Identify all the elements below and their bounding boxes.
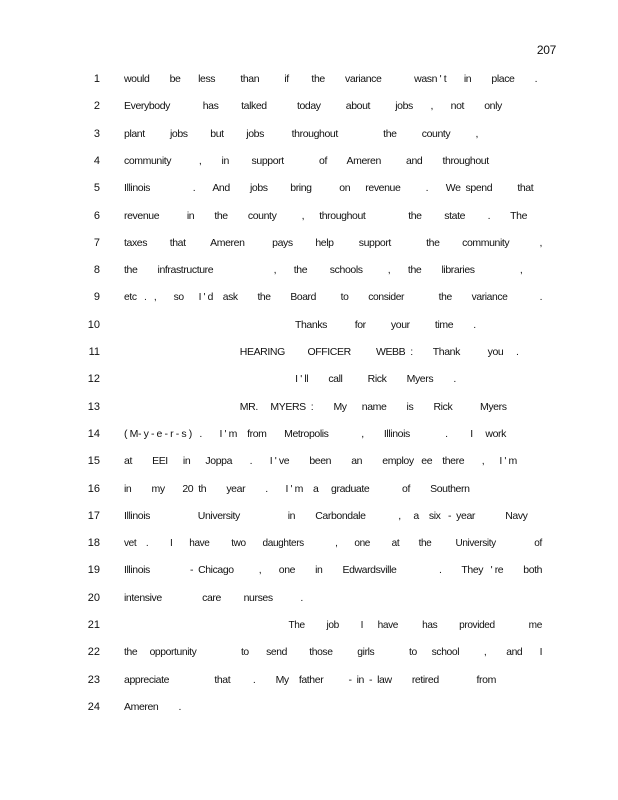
line-number: 23 [87, 673, 100, 686]
transcript-line [0, 701, 618, 717]
transcript-line [0, 373, 618, 389]
line-text: MR. MYERS : My name is Rick Myers [124, 400, 507, 413]
line-text: taxes that Ameren pays help support the community , [124, 236, 542, 249]
transcript-line [0, 291, 618, 307]
transcript-line [0, 346, 618, 362]
line-text: revenue in the county , throughout the state . The [124, 209, 528, 222]
line-number: 16 [87, 482, 100, 495]
line-text: Illinois - Chicago , one in Edwardsville . They ' re both [124, 564, 543, 577]
line-number: 4 [93, 154, 100, 167]
line-number: 22 [87, 646, 100, 659]
line-number: 10 [87, 318, 100, 331]
transcript-line [0, 128, 618, 144]
transcript-line [0, 237, 618, 253]
transcript-line [0, 483, 618, 499]
transcript-line [0, 73, 618, 89]
line-text: the infrastructure , the schools , the libraries , [124, 264, 523, 277]
line-number: 17 [87, 509, 100, 522]
line-text: etc . , so I ' d ask the Board to consider the variance . [124, 291, 543, 304]
line-text: The job I have has provided me [124, 619, 542, 631]
line-number: 7 [93, 236, 100, 249]
transcript-line [0, 264, 618, 280]
line-number: 2 [93, 100, 100, 113]
transcript-line [0, 100, 618, 116]
line-number: 9 [93, 291, 100, 304]
transcript-line [0, 646, 618, 662]
line-text: in my 20 th year . I ' m a graduate of Southern [124, 482, 470, 495]
line-number: 13 [87, 400, 100, 413]
page-number: 207 [536, 43, 556, 57]
line-text: vet . I have two daughters , one at the University of [124, 537, 542, 550]
transcript-line [0, 182, 618, 198]
line-text: Thanks for your time . [124, 318, 476, 331]
line-text: community , in support of Ameren and throughout [124, 154, 489, 167]
line-number: 21 [87, 619, 100, 631]
line-number: 24 [87, 700, 100, 713]
line-text: HEARING OFFICER WEBB : Thank you . [124, 346, 519, 358]
line-text: plant jobs but jobs throughout the county , [124, 127, 478, 140]
transcript-line [0, 455, 618, 471]
transcript-line [0, 619, 618, 635]
transcript-line [0, 537, 618, 553]
line-number: 8 [93, 264, 100, 277]
line-text: intensive care nurses . [124, 591, 303, 604]
line-text: at EEI in Joppa . I ' ve been an employ ee there , I ' m [124, 455, 517, 468]
line-number: 19 [87, 564, 100, 577]
line-text: appreciate that . My father - in - law retired from [124, 673, 496, 686]
transcript-line [0, 428, 618, 444]
transcript-line [0, 674, 618, 690]
line-number: 5 [93, 182, 100, 195]
line-text: Illinois . And jobs bring on revenue . We spend that [124, 182, 534, 195]
line-text: I ' ll call Rick Myers . [124, 373, 456, 386]
line-text: the opportunity to send those girls to school , and I [124, 646, 543, 659]
line-text: Illinois University in Carbondale , a six - year Navy [124, 509, 528, 522]
transcript-line [0, 319, 618, 335]
transcript-line [0, 401, 618, 417]
line-number: 11 [88, 346, 100, 358]
line-text: would be less than if the variance wasn ' t in place . [124, 73, 538, 85]
line-text: Everybody has talked today about jobs , not only [124, 100, 502, 113]
line-number: 15 [87, 455, 100, 468]
line-text: ( M- y - e - r - s ) . I ' m from Metropolis , Illinois . I work [124, 427, 506, 440]
line-number: 14 [87, 427, 100, 440]
transcript-line [0, 510, 618, 526]
transcript-line [0, 155, 618, 171]
line-number: 18 [87, 537, 100, 550]
line-number: 20 [87, 591, 100, 604]
transcript-line [0, 210, 618, 226]
transcript-line [0, 592, 618, 608]
line-number: 3 [93, 127, 100, 140]
line-number: 1 [93, 73, 100, 85]
line-text: Ameren . [124, 700, 182, 713]
transcript-line [0, 564, 618, 580]
line-number: 12 [87, 373, 100, 386]
line-number: 6 [93, 209, 100, 222]
